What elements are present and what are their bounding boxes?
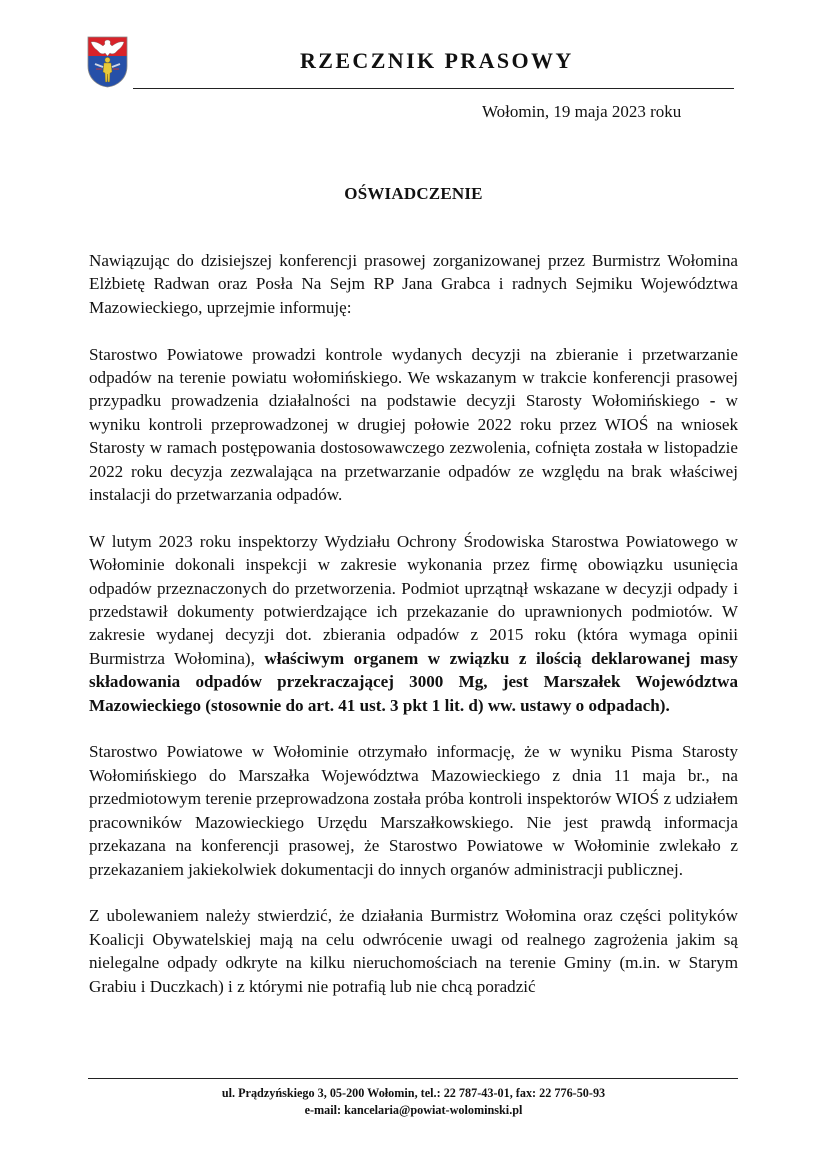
paragraph-controls — [89, 343, 738, 507]
paragraph-controls-text-b: w wyniku kontroli przeprowadzonej w drugiej połowie 2022 roku przez WIOŚ na wniosek Starosty w ramach postępowania dostosowawczego zezwolenia, cofnięta została w listopadzie 2022 roku decyzja zezwalająca na przetwarzanie odpadów ze względu na brak właściwej instalacji do przetwarzania odpadów. — [89, 391, 738, 505]
paragraph-inspection-bold: właściwym organem w związku z ilością deklarowanej masy składowania odpadów przekraczającej 3000 Mg, jest Marszałek Województwa Mazowieckiego (stosownie do art. 41 ust. 3 pkt 1 lit. d) ww. ustawy o odpadach). — [89, 648, 738, 715]
document-heading: OŚWIADCZENIE — [344, 184, 483, 203]
document-body — [89, 249, 738, 1021]
date-line: Wołomin, 19 maja 2023 roku — [482, 102, 682, 121]
footer — [0, 1085, 827, 1119]
coat-of-arms-icon — [87, 36, 128, 88]
paragraph-controls-dash: - — [709, 391, 716, 411]
paragraph-inspection-text: W lutym 2023 roku inspektorzy Wydziału Ochrony Środowiska Starostwa Powiatowego w Wołominie dokonali inspekcji w zakresie wykonania przez firmę obowiązku usunięcia odpadów przeznaczonych do przetworzenia. Podmiot uprzątnął wskazane w decyzji odpady i przedstawił dokumenty potwierdzające ich przekazanie do uprawnionych podmiotów. W zakresie wydanej decyzji dot. zbierania odpadów z 2015 roku (która wymaga opinii Burmistrza Wołomina), — [89, 531, 738, 668]
paragraph-controls-text-a: Starostwo Powiatowe prowadzi kontrole wydanych decyzji na zbieranie i przetwarzanie odpadów na terenie powiatu wołomińskiego. We wskazanym w trakcie konferencji prasowej przypadku prowadzenia działalności na podstawie decyzji Starosty Wołomińskiego — [89, 344, 738, 411]
footer-address: ul. Prądzyńskiego 3, 05-200 Wołomin, tel.: 22 787-43-01, fax: 22 776-50-93 — [221, 1086, 606, 1100]
footer-divider — [88, 1078, 738, 1079]
paragraph-information: Starostwo Powiatowe w Wołominie otrzymało informację, że w wyniku Pisma Starosty Wołomińskiego do Marszałka Województwa Mazowieckiego z dnia 11 maja br., na przedmiotowym terenie przeprowadzona została próba kontroli inspektorów WIOŚ z udziałem pracowników Mazowieckiego Urzędu Marszałkowskiego. Nie jest prawdą informacja przekazana na konferencji prasowej, że Starostwo Powiatowe w Wołominie zwlekało z przekazaniem jakiekolwiek dokumentacji do innych organów administracji publicznej. — [89, 742, 738, 879]
header-title: RZECZNIK PRASOWY — [300, 48, 574, 73]
footer-email: e-mail: kancelaria@powiat-wolominski.pl — [304, 1103, 523, 1117]
paragraph-intro: Nawiązując do dzisiejszej konferencji prasowej zorganizowanej przez Burmistrz Wołomina Elżbietę Radwan oraz Posła Na Sejm RP Jana Grabca i radnych Sejmiku Województwa Mazowieckiego, uprzejmie informuję: — [89, 251, 738, 317]
header-divider — [133, 88, 734, 89]
paragraph-conclusion: Z ubolewaniem należy stwierdzić, że działania Burmistrz Wołomina oraz części polityków Koalicji Obywatelskiej mają na celu odwrócenie uwagi od realnego zagrożenia jakim są nielegalne odpady odkryte na kilku nieruchomościach na terenie Gminy (m.in. w Starym Grabiu i Duczkach) i z którymi nie potrafią lub nie chcą poradzić — [89, 906, 738, 996]
paragraph-inspection — [89, 530, 738, 717]
